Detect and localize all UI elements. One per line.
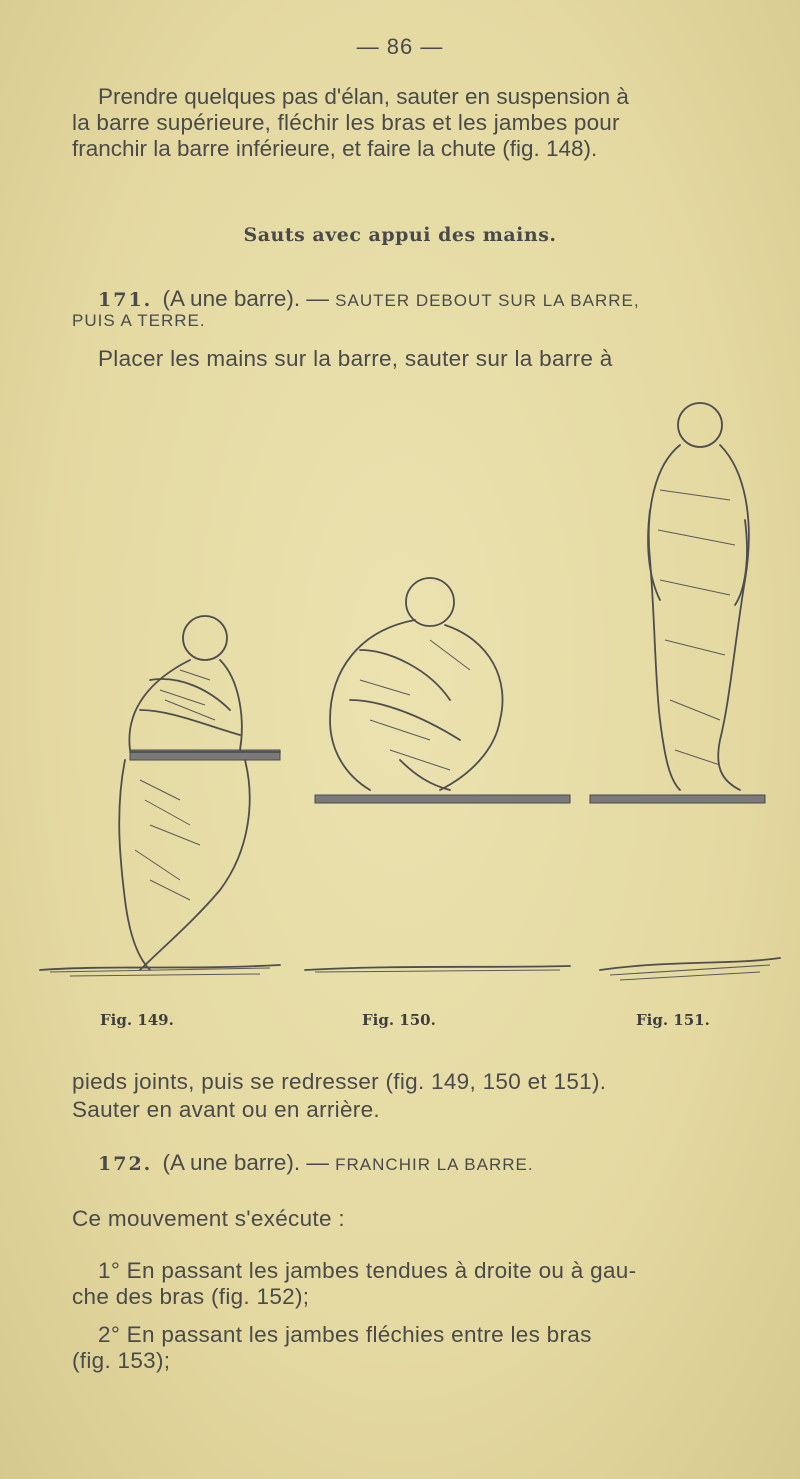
page-number: — 86 — bbox=[356, 34, 444, 59]
exercise-172-intro: Ce mouvement s'exécute : bbox=[72, 1206, 345, 1231]
exercise-172-item-2-line-1: 2° En passant les jambes fléchies entre les bras bbox=[98, 1322, 592, 1347]
exercise-171-text-1: Placer les mains sur la barre, sauter sur la barre à bbox=[98, 346, 613, 371]
exercise-172-number: 172. bbox=[98, 1153, 153, 1175]
exercise-171-title-cont: PUIS A TERRE. bbox=[72, 311, 206, 330]
intro-line-2: la barre supérieure, fléchir les bras et les jambes pour bbox=[72, 110, 620, 135]
exercise-172-item-1-line-1: 1° En passant les jambes tendues à droite ou à gau- bbox=[98, 1258, 637, 1283]
gymnast-crouched-on-bar-figure bbox=[305, 578, 570, 972]
gymnast-standing-on-bar-figure bbox=[590, 403, 780, 980]
exercise-171-text-3: Sauter en avant ou en arrière. bbox=[72, 1097, 380, 1122]
intro-line-1: Prendre quelques pas d'élan, sauter en suspension à bbox=[98, 84, 629, 109]
exercise-172-title: FRANCHIR LA BARRE. bbox=[335, 1155, 534, 1174]
exercise-172-item-2-line-2: (fig. 153); bbox=[72, 1348, 171, 1373]
section-heading: Sauts avec appui des mains. bbox=[243, 224, 557, 246]
exercise-171-text-2: pieds joints, puis se redresser (fig. 149, 150 et 151). bbox=[72, 1069, 607, 1094]
figure-150-caption: Fig. 150. bbox=[362, 1011, 436, 1029]
exercise-172-header bbox=[98, 1150, 778, 1177]
exercise-171-title: SAUTER DEBOUT SUR LA BARRE, bbox=[335, 291, 640, 310]
exercise-171-number: 171. bbox=[98, 289, 153, 311]
intro-line-3: franchir la barre inférieure, et faire la chute (fig. 148). bbox=[72, 136, 598, 161]
gymnast-hands-on-bar-figure bbox=[40, 616, 280, 976]
figures-illustration bbox=[30, 380, 790, 1005]
exercise-172-item-1-line-2: che des bras (fig. 152); bbox=[72, 1284, 310, 1309]
exercise-172-apparatus: (A une barre). — bbox=[162, 1150, 329, 1175]
figure-149-caption: Fig. 149. bbox=[100, 1011, 174, 1029]
figure-151-caption: Fig. 151. bbox=[636, 1011, 710, 1029]
exercise-171-header bbox=[98, 286, 778, 313]
exercise-171-apparatus: (A une barre). — bbox=[162, 286, 329, 311]
